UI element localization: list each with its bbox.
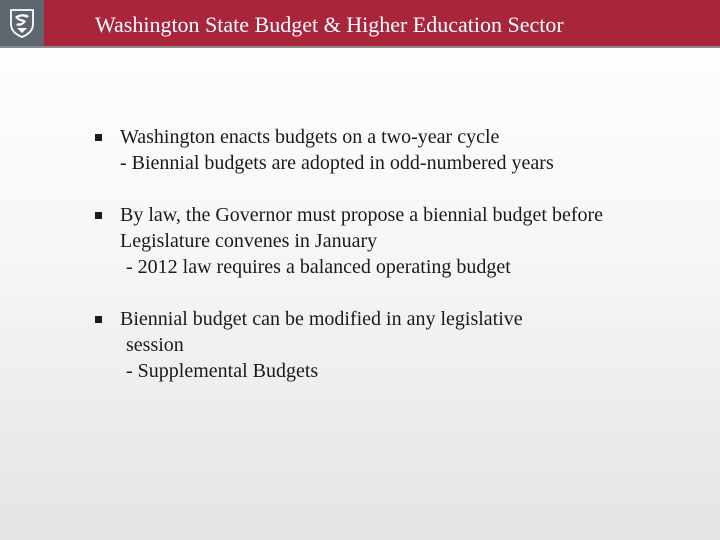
slide-body	[92, 124, 702, 410]
bullet-line: Legislature convenes in January	[120, 230, 378, 252]
bullet-item	[92, 202, 702, 280]
wsu-cougar-shield-icon	[9, 8, 35, 38]
bullet-line: session	[126, 334, 184, 356]
header-bar	[0, 0, 720, 46]
bullet-line: By law, the Governor must propose a biennial budget before	[120, 204, 604, 226]
sub-point: - Supplemental Budgets	[126, 360, 319, 382]
bullet-item	[92, 124, 702, 176]
bullet-text	[120, 124, 702, 176]
header-divider	[0, 46, 720, 48]
page-title: Washington State Budget & Higher Education Sector	[95, 12, 564, 37]
bullet-text	[120, 306, 702, 384]
square-bullet-icon	[92, 123, 120, 149]
sub-point: - Biennial budgets are adopted in odd-numbered years	[120, 152, 554, 174]
square-bullet-icon	[92, 201, 120, 227]
bullet-text	[120, 202, 702, 280]
bullet-item	[92, 306, 702, 384]
sub-point: - 2012 law requires a balanced operating budget	[126, 256, 511, 278]
square-bullet-icon	[92, 305, 120, 331]
bullet-line: Biennial budget can be modified in any legislative	[120, 308, 523, 330]
bullet-line: Washington enacts budgets on a two-year cycle	[120, 126, 500, 148]
logo	[0, 0, 44, 46]
